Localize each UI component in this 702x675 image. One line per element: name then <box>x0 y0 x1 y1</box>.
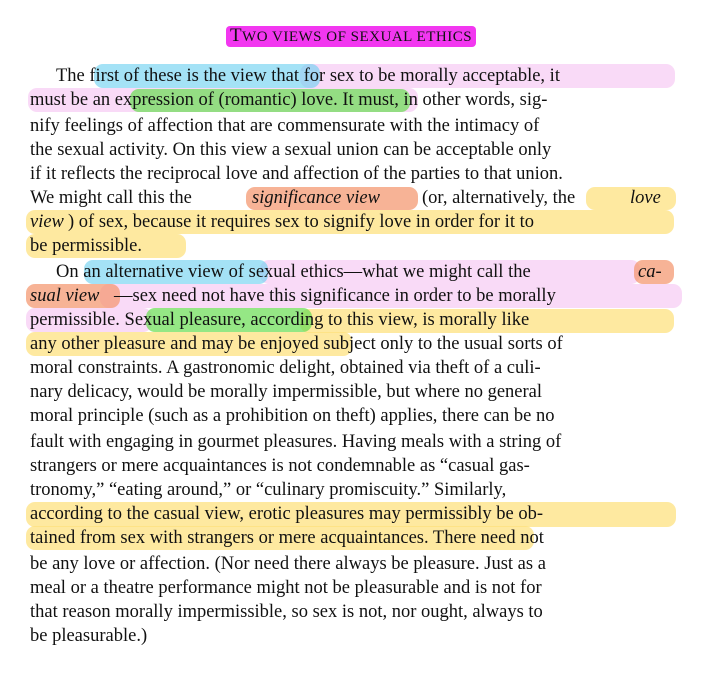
text-line-content: moral constraints. A gastronomic delight, obtained via theft of a culi- <box>30 358 541 378</box>
term-significance-view: significance view <box>252 188 380 208</box>
text-line <box>0 600 702 624</box>
term-view: view <box>30 212 64 232</box>
text-line-content: We might call this the <box>30 188 192 208</box>
text-line <box>0 552 702 576</box>
text-line-content: be pleasurable.) <box>30 626 148 646</box>
text-line <box>0 332 702 356</box>
title-highlight <box>226 26 476 47</box>
text-line-content: The first of these is the view that for sex to be morally acceptable, it <box>56 66 560 86</box>
text-line <box>0 138 702 162</box>
text-line-content: must be an expression of (romantic) love. It must, in other words, sig- <box>30 90 548 110</box>
text-line <box>0 624 702 648</box>
text-line <box>0 380 702 404</box>
text-line-content: the sexual activity. On this view a sexual union can be acceptable only <box>30 140 552 160</box>
text-line-content: fault with engaging in gourmet pleasures. Having meals with a string of <box>30 432 562 452</box>
text-line-content: nify feelings of affection that are commensurate with the intimacy of <box>30 116 540 136</box>
text-line <box>0 404 702 428</box>
text-line-content: meal or a theatre performance might not be pleasurable and is not for <box>30 578 542 598</box>
text-line-content: ) of sex, because it requires sex to signify love in order for it to <box>68 212 534 232</box>
term-love: love <box>630 188 661 208</box>
text-line-content: —sex need not have this significance in order to be morally <box>114 286 556 306</box>
text-line-content: if it reflects the reciprocal love and affection of the parties to that union. <box>30 164 563 184</box>
text-line <box>0 260 702 284</box>
text-line <box>0 502 702 526</box>
text-line-content: permissible. Sexual pleasure, according to this view, is morally like <box>30 310 530 330</box>
text-line <box>0 234 702 258</box>
text-line-content: strangers or mere acquaintances is not condemnable as “casual gas- <box>30 456 530 476</box>
text-line-content: nary delicacy, would be morally impermissible, but where no general <box>30 382 543 402</box>
section-title <box>0 26 702 48</box>
title-rest: WO VIEWS OF SEXUAL ETHICS <box>242 29 473 45</box>
term-casual-view-start: ca- <box>638 262 662 282</box>
term-casual-view-end: sual view <box>30 286 100 306</box>
text-line-content: according to the casual view, erotic pleasures may permissibly be ob- <box>30 504 544 524</box>
text-line-content: be permissible. <box>30 236 143 256</box>
text-line-content: moral principle (such as a prohibition on theft) applies, there can be no <box>30 406 555 426</box>
text-line <box>0 308 702 332</box>
text-line-content: tained from sex with strangers or mere acquaintances. There need not <box>30 528 544 548</box>
text-line <box>0 284 702 308</box>
text-line <box>0 114 702 138</box>
text-line <box>0 88 702 112</box>
text-line <box>0 454 702 478</box>
text-line <box>0 478 702 502</box>
text-line-content: tronomy,” “eating around,” or “culinary promiscuity.” Similarly, <box>30 480 507 500</box>
text-line-content: that reason morally impermissible, so sex is not, nor ought, always to <box>30 602 543 622</box>
text-line <box>0 356 702 380</box>
title-initial: T <box>229 25 243 46</box>
text-line-content: (or, alternatively, the <box>422 188 576 208</box>
text-line <box>0 576 702 600</box>
text-line <box>0 64 702 88</box>
text-line <box>0 186 702 210</box>
text-line-content: On an alternative view of sexual ethics—what we might call the <box>56 262 531 282</box>
text-line <box>0 162 702 186</box>
text-line <box>0 210 702 234</box>
text-line <box>0 526 702 550</box>
text-line-content: be any love or affection. (Nor need there always be pleasure. Just as a <box>30 554 546 574</box>
text-line <box>0 430 702 454</box>
text-line-content: any other pleasure and may be enjoyed subject only to the usual sorts of <box>30 334 563 354</box>
